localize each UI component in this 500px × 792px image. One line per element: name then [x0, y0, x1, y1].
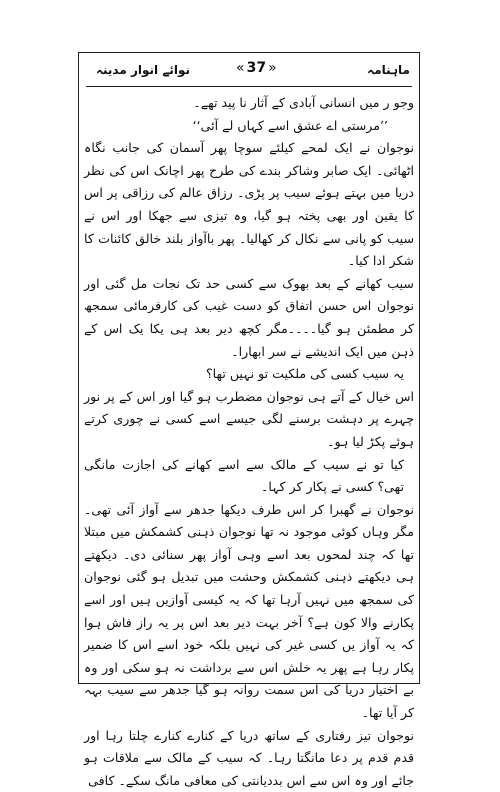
- page-number: « 37 »: [236, 60, 277, 76]
- page-header: [86, 60, 412, 87]
- paragraph: نوجوان نے ایک لمحے کیلئے سوچا پھر آسمان کی جانب نگاہ اٹھائی۔ ایک صابر وشاکر بندے کی طرح پھر اچانک اس کی نظر دریا میں بہتے ہوئے سیب پر پڑی۔ رزاق عالم کی رزاقی پر اس کا یقین اور بھی پختہ ہو گیا، وہ تیزی سے جھکا اور اس نے سیب کو پانی سے نکال کر کھالیا۔ پھر باآواز بلند خالق کائنات کا شکر ادا کیا۔: [84, 140, 414, 269]
- question-line: یہ سیب کسی کی ملکیت تو نہیں تھا؟: [206, 366, 404, 382]
- article-body: [84, 92, 414, 792]
- paragraph: کیا تو نے سیب کے مالک سے اسے کھانے کی اجازت مانگی تھی؟ کسی نے پکار کر کہا۔: [84, 456, 404, 495]
- paragraph: وجو ر میں انسانی آبادی کے آثار نا پید تھے۔: [193, 95, 414, 110]
- quote-line: ’’مرستی اے عشق اسے کہاں لے آئی‘‘: [192, 117, 388, 133]
- paragraph: نوجوان تیز رفتاری کے ساتھ دریا کے کنارے کنارے چلتا رہا اور قدم قدم پر دعا مانگتا رہا۔ کہ سیب کے مالک سے ملاقات ہو جائے اور وہ اس سے اس بددیانتی کی معافی مانگ سکے۔ کافی: [84, 727, 414, 788]
- paragraph: اس خیال کے آتے ہی نوجوان مضطرب ہو گیا اور اس کے پر نور چہرے پر دہشت برسنے لگی جیسے اسے کسی نے چوری کرتے ہوئے پکڑ لیا ہو۔: [84, 388, 414, 449]
- magazine-type: ماہنامہ: [367, 63, 410, 77]
- paragraph: نوجوان نے گھبرا کر اس طرف دیکھا جدھر سے آواز آئی تھی۔ مگر وہاں کوئی موجود نہ تھا نوجوان ذہنی کشمکش میں مبتلا تھا کہ چند لمحوں بعد اسے وہی آواز پھر سنائی دی۔ دیکھتے ہی دیکھتے ذہنی کشمکش وحشت میں تبدیل ہو گئی نوجوان کی سمجھ میں نہیں آرہا تھا کہ یہ کیسی آوازیں ہیں اور اسے پکارنے والا کون ہے؟ آخر بہت دیر بعد اس پر یہ راز فاش ہوا کہ یہ آواز یں کسی غیر کی نہیں بلکہ خود اسے اس کا ضمیر پکار رہا ہے پھر یہ خلش اس سے برداشت نہ ہو سکی اور وہ بے اختیار دریا کی اس سمت روانہ ہو گیا جدھر سے سیب بہہ کر آیا تھا۔: [84, 501, 414, 721]
- magazine-name: نوائے انوار مدینہ: [96, 63, 190, 77]
- paragraph: سیب کھانے کے بعد بھوک سے کسی حد تک نجات مل گئی اور نوجوان اس حسن اتفاق کو دست غیب کی کارفرمائی سمجھ کر مطمئن ہو گیا۔۔۔۔مگر کچھ دیر بعد ہی یکا یک اس کے ذہن میں ایک اندیشے نے سر ابھارا۔: [84, 275, 414, 359]
